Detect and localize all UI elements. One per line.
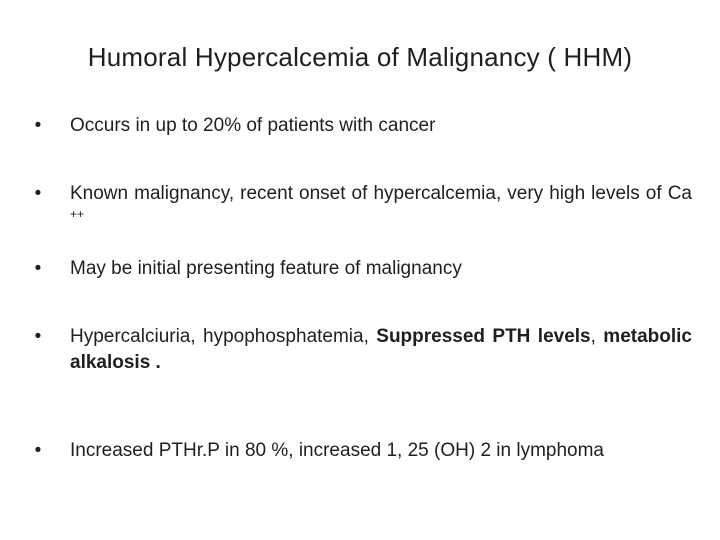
bullet-item [28, 256, 692, 282]
bullet-text: Increased PTHr.P in 80 %, increased 1, 25 (OH) 2 in lymphoma [70, 440, 605, 461]
bullet-text-bold: Suppressed PTH levels [376, 326, 591, 347]
bullet-text-container [70, 181, 692, 233]
bullet-dot: • [34, 326, 42, 347]
bullet-text-container [70, 324, 692, 376]
bullet-dot: • [34, 115, 42, 136]
bullet-dot: • [34, 258, 42, 279]
bullet-item [28, 113, 692, 139]
bullet-item [28, 438, 692, 464]
bullet-item [28, 324, 692, 376]
slide-title: Humoral Hypercalcemia of Malignancy ( HHM) [87, 42, 633, 72]
bullet-text: Occurs in up to 20% of patients with cancer [70, 115, 436, 136]
bullet-text-bold-2: metabolic alkalosis . [70, 326, 692, 373]
bullet-text-plain: Hypercalciuria, hypophosphatemia, [70, 326, 377, 347]
bullet-text-separator: , [590, 326, 604, 347]
bullet-dot: • [34, 183, 42, 204]
superscript-charge: ++ [70, 207, 85, 221]
bullet-text: Known malignancy, recent onset of hypercalcemia, very high levels of Ca [70, 183, 692, 204]
bullet-dot: • [34, 440, 42, 461]
bullet-item [28, 181, 692, 233]
bullet-text: May be initial presenting feature of malignancy [70, 258, 462, 279]
